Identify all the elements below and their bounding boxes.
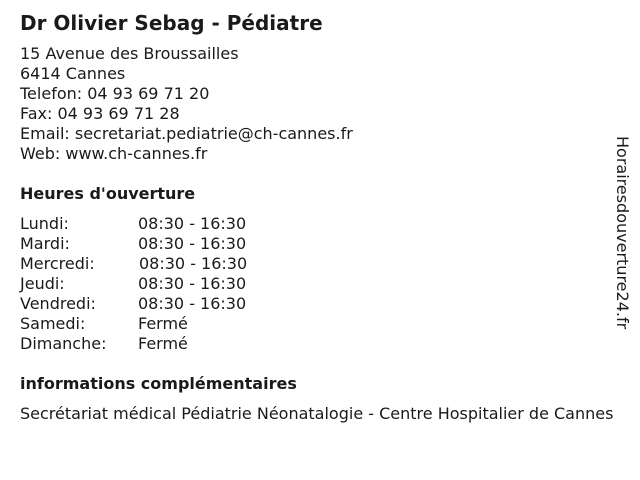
hours-day: Vendredi:: [20, 294, 96, 313]
opening-hours-table: [20, 214, 320, 354]
opening-hours-heading: Heures d'ouverture: [20, 184, 196, 203]
hours-time: Fermé: [138, 314, 188, 333]
hours-row-saturday: [20, 314, 320, 334]
site-watermark-text: Horairesdouverture24.fr: [613, 136, 632, 330]
web-line: Web: www.ch-cannes.fr: [20, 144, 208, 163]
hours-day: Samedi:: [20, 314, 86, 333]
hours-day: Jeudi:: [20, 274, 65, 293]
hours-row-thursday: [20, 274, 320, 294]
hours-time: 08:30 - 16:30: [138, 294, 247, 313]
site-watermark: [612, 136, 632, 346]
hours-row-friday: [20, 294, 320, 314]
additional-info-heading: informations complémentaires: [20, 374, 297, 393]
hours-day: Mercredi:: [20, 254, 95, 273]
hours-day: Mardi:: [20, 234, 70, 253]
page-title: Dr Olivier Sebag - Pédiatre: [20, 11, 323, 35]
phone-line: Telefon: 04 93 69 71 20: [20, 84, 210, 103]
hours-time: 08:30 - 16:30: [138, 214, 247, 233]
address-street: 15 Avenue des Broussailles: [20, 44, 239, 63]
hours-time: Fermé: [138, 334, 188, 353]
hours-row-tuesday: [20, 234, 320, 254]
additional-info-text: Secrétariat médical Pédiatrie Néonatalogie - Centre Hospitalier de Cannes: [20, 404, 614, 423]
address-city: 6414 Cannes: [20, 64, 126, 83]
hours-row-sunday: [20, 334, 320, 354]
hours-day: Dimanche:: [20, 334, 107, 353]
hours-row-wednesday: [20, 254, 320, 274]
hours-time: 08:30 - 16:30: [139, 254, 248, 273]
fax-line: Fax: 04 93 69 71 28: [20, 104, 180, 123]
hours-time: 08:30 - 16:30: [138, 234, 247, 253]
hours-day: Lundi:: [20, 214, 69, 233]
hours-row-monday: [20, 214, 320, 234]
hours-time: 08:30 - 16:30: [138, 274, 247, 293]
email-line: Email: secretariat.pediatrie@ch-cannes.fr: [20, 124, 353, 143]
contact-block: [20, 44, 353, 164]
